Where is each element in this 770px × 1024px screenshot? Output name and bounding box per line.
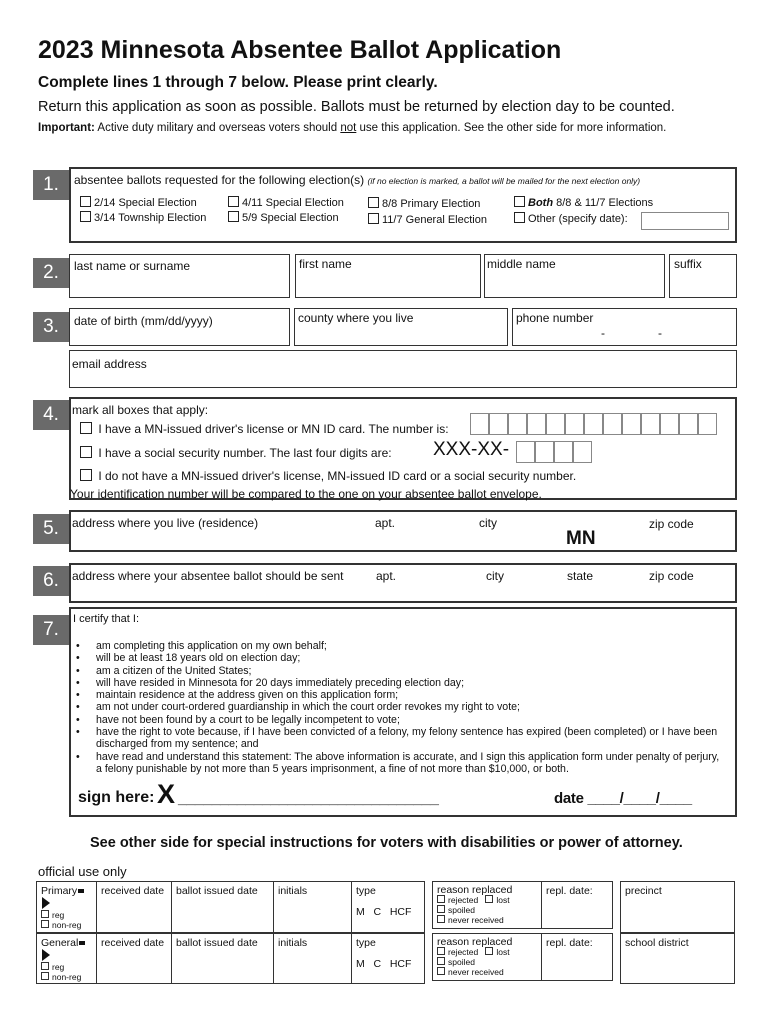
dob-field[interactable] <box>69 308 290 346</box>
important-not: not <box>340 122 357 134</box>
section-1-label <box>74 173 640 187</box>
residence-state-value: MN <box>566 528 596 549</box>
checkbox[interactable] <box>514 212 525 223</box>
digit-box[interactable] <box>573 441 592 463</box>
checkbox[interactable] <box>437 957 445 965</box>
option-label: 8/8 Primary Election <box>382 198 481 210</box>
cert-item: • am not under court-ordered guardianship in which the court order revokes my right to vote; <box>76 701 726 713</box>
lost-label: lost <box>496 947 510 957</box>
school-district-label: school district <box>625 937 689 949</box>
primary-received-cell[interactable] <box>96 881 172 933</box>
type-label: type <box>356 937 376 949</box>
checkbox[interactable] <box>228 196 239 207</box>
cert-item: • have not been found by a court to be legally incompetent to vote; <box>76 714 726 726</box>
precinct-cell[interactable] <box>620 881 735 933</box>
general-repl-date-cell[interactable] <box>541 933 613 981</box>
important-label: Important: <box>38 122 95 134</box>
arrow-right-icon <box>42 897 50 909</box>
last-name-label: last name or surname <box>74 259 191 273</box>
checkbox[interactable] <box>80 211 91 222</box>
checkbox[interactable] <box>437 915 445 923</box>
mailing-address-label: address where your absentee ballot should be sent <box>72 569 344 583</box>
suffix-field[interactable] <box>669 254 737 298</box>
certify-intro: I certify that I: <box>73 613 140 625</box>
option-label: 2/14 Special Election <box>94 197 197 209</box>
option-8-8-primary[interactable] <box>368 197 480 210</box>
cert-item: • am a citizen of the United States; <box>76 665 726 677</box>
residence-address-label: address where you live (residence) <box>72 516 259 530</box>
primary-repl-date-cell[interactable] <box>541 881 613 929</box>
digit-box[interactable] <box>565 413 584 435</box>
checkbox[interactable] <box>80 469 92 481</box>
both-label: Both <box>528 197 554 209</box>
digit-box[interactable] <box>527 413 546 435</box>
county-label: county where you live <box>298 311 414 325</box>
checkbox[interactable] <box>485 895 493 903</box>
reg-label: reg <box>52 910 65 920</box>
digit-box[interactable] <box>508 413 527 435</box>
primary-issued-cell[interactable] <box>171 881 274 933</box>
option-mn-license[interactable] <box>80 422 449 436</box>
section-4-number: 4. <box>33 400 69 430</box>
id-comparison-note: Your identification number will be compared to the one on your absentee ballot envelope. <box>70 487 542 501</box>
cert-item: • have read and understand this statement: The above information is accurate, and I sign this application form under penalty of perjury, a felony punishable by not more than 5 years imprisonment, a fine of not more than $10,000, or both. <box>76 751 726 776</box>
county-field[interactable] <box>294 308 508 346</box>
page-title: 2023 Minnesota Absentee Ballot Application <box>38 36 562 64</box>
option-label: 4/11 Special Election <box>242 197 344 209</box>
reason-label: reason replaced <box>437 936 513 948</box>
checkbox[interactable] <box>437 905 445 913</box>
repl-date-label: repl. date: <box>546 937 593 949</box>
digit-box[interactable] <box>554 441 573 463</box>
signature-line[interactable]: _______________________________ <box>178 790 439 807</box>
page-subtitle: Complete lines 1 through 7 below. Please print clearly. <box>38 74 438 91</box>
option-label: 11/7 General Election <box>382 214 487 226</box>
important-post: use this application. See the other side for more information. <box>359 122 667 134</box>
digit-box[interactable] <box>679 413 698 435</box>
residence-apt-label: apt. <box>375 516 396 530</box>
mailing-apt-label: apt. <box>376 569 397 583</box>
digit-box[interactable] <box>546 413 565 435</box>
primary-kind-cell <box>36 881 97 933</box>
option-11-7-general[interactable] <box>368 213 487 226</box>
option-label: 5/9 Special Election <box>242 212 339 224</box>
id-label: mark all boxes that apply: <box>72 403 209 417</box>
digit-box[interactable] <box>470 413 489 435</box>
cert-item: • have the right to vote because, if I have been convicted of a felony, my felony sentence has expired (been completed) or I have been discharged from my sentence; and <box>76 726 726 751</box>
checkbox[interactable] <box>80 422 92 434</box>
precinct-label: precinct <box>625 885 662 897</box>
checkbox[interactable] <box>437 967 445 975</box>
initials-label: initials <box>278 885 308 897</box>
checkbox[interactable] <box>485 947 493 955</box>
general-kind-cell <box>36 933 97 984</box>
cert-item: • maintain residence at the address given on this application form; <box>76 689 726 701</box>
mailing-zip-label: zip code <box>649 569 694 583</box>
option-no-id[interactable] <box>80 469 576 483</box>
nonreg-label: non-reg <box>52 920 82 930</box>
general-label: General <box>41 937 79 949</box>
section-7-number: 7. <box>33 615 69 645</box>
section-1-number: 1. <box>33 170 69 200</box>
election-note: (if no election is marked, a ballot will be mailed for the next election only) <box>367 176 641 186</box>
checkbox[interactable] <box>437 895 445 903</box>
received-label: received date <box>101 937 165 949</box>
option-label: Other (specify date): <box>528 213 628 225</box>
sign-label: sign here: <box>78 789 155 806</box>
phone-field[interactable] <box>512 308 737 346</box>
nonreg-label: non-reg <box>52 972 82 982</box>
checkbox[interactable] <box>80 196 91 207</box>
digit-box[interactable] <box>660 413 679 435</box>
arrow-right-icon <box>42 949 50 961</box>
certification-list <box>76 640 726 775</box>
middle-name-field[interactable] <box>484 254 665 298</box>
special-instructions-note: See other side for special instructions for voters with disabilities or power of attorney. <box>90 835 683 851</box>
option-3-14-township[interactable] <box>80 211 206 224</box>
election-label: absentee ballots requested for the following election(s) <box>74 173 365 187</box>
digit-box[interactable] <box>516 441 535 463</box>
primary-initials-cell[interactable] <box>273 881 352 933</box>
phone-label: phone number <box>516 311 594 325</box>
checkbox[interactable] <box>437 947 445 955</box>
license-number-boxes[interactable] <box>470 413 717 435</box>
general-reason-cell[interactable] <box>432 933 542 981</box>
section-5-number: 5. <box>33 514 69 544</box>
general-issued-cell[interactable] <box>171 933 274 984</box>
other-date-input[interactable] <box>641 212 729 230</box>
checkbox[interactable] <box>228 211 239 222</box>
spoiled-label: spoiled <box>448 957 475 967</box>
issued-label: ballot issued date <box>176 937 258 949</box>
digit-box[interactable] <box>489 413 508 435</box>
checkbox[interactable] <box>368 213 379 224</box>
residence-city-label: city <box>479 516 497 530</box>
mailing-state-label: state <box>567 569 594 583</box>
checkbox[interactable] <box>80 446 92 458</box>
primary-reason-cell[interactable] <box>432 881 542 929</box>
last-name-field[interactable] <box>69 254 290 298</box>
arrow-right-icon <box>79 941 85 945</box>
section-3-number: 3. <box>33 312 69 342</box>
option-other[interactable] <box>514 212 628 225</box>
suffix-label: suffix <box>674 257 702 271</box>
digit-box[interactable] <box>584 413 603 435</box>
dob-label: date of birth (mm/dd/yyyy) <box>74 314 213 328</box>
checkbox[interactable] <box>41 910 49 918</box>
spoiled-label: spoiled <box>448 905 475 915</box>
checkbox[interactable] <box>41 920 49 928</box>
ssn-prefix: XXX-XX- <box>433 439 510 460</box>
digit-box[interactable] <box>603 413 622 435</box>
signature-date[interactable]: date ____/____/____ <box>554 790 692 807</box>
checkbox[interactable] <box>41 962 49 970</box>
option-2-14-special[interactable] <box>80 196 197 209</box>
issued-label: ballot issued date <box>176 885 258 897</box>
official-use-title: official use only <box>38 864 127 879</box>
option-label: 3/14 Township Election <box>94 212 207 224</box>
residence-zip-label: zip code <box>649 517 694 531</box>
option-label: 8/8 & 11/7 Elections <box>556 197 654 209</box>
phone-dash-1: - <box>601 326 605 340</box>
checkbox[interactable] <box>368 197 379 208</box>
lost-label: lost <box>496 895 510 905</box>
never-received-label: never received <box>448 967 504 977</box>
section-6-number: 6. <box>33 566 69 596</box>
option-label: I have a MN-issued driver's license or MN ID card. The number is: <box>98 422 449 436</box>
general-received-cell[interactable] <box>96 933 172 984</box>
mailing-city-label: city <box>486 569 504 583</box>
first-name-label: first name <box>299 257 352 271</box>
ssn-digit-boxes[interactable] <box>516 441 592 463</box>
important-note <box>38 122 666 134</box>
received-label: received date <box>101 885 165 897</box>
phone-dash-2: - <box>658 326 662 340</box>
arrow-right-icon <box>78 889 84 893</box>
checkbox[interactable] <box>514 196 525 207</box>
type-label: type <box>356 885 376 897</box>
school-district-cell[interactable] <box>620 933 735 984</box>
cert-item: • will be at least 18 years old on election day; <box>76 652 726 664</box>
general-initials-cell[interactable] <box>273 933 352 984</box>
primary-type-cell[interactable] <box>351 881 425 933</box>
never-received-label: never received <box>448 915 504 925</box>
general-type-cell[interactable] <box>351 933 425 984</box>
repl-date-label: repl. date: <box>546 885 593 897</box>
type-options: M C HCF <box>356 906 412 918</box>
email-field[interactable] <box>69 350 737 388</box>
rejected-label: rejected <box>448 947 479 957</box>
email-label: email address <box>72 357 147 371</box>
first-name-field[interactable] <box>295 254 481 298</box>
option-ssn[interactable] <box>80 446 392 460</box>
digit-box[interactable] <box>641 413 660 435</box>
return-instructions: Return this application as soon as possible. Ballots must be returned by election day to be counted. <box>38 99 675 115</box>
option-4-11-special[interactable] <box>228 196 344 209</box>
middle-name-label: middle name <box>487 257 556 271</box>
option-5-9-special[interactable] <box>228 211 339 224</box>
primary-label: Primary <box>41 885 78 897</box>
digit-box[interactable] <box>535 441 554 463</box>
option-label: I have a social security number. The last four digits are: <box>98 446 392 460</box>
type-options: M C HCF <box>356 958 412 970</box>
cert-item: • will have resided in Minnesota for 20 days immediately preceding election day; <box>76 677 726 689</box>
reg-label: reg <box>52 962 65 972</box>
section-2-number: 2. <box>33 258 69 288</box>
sign-x: X <box>157 779 176 809</box>
cert-item: • am completing this application on my own behalf; <box>76 640 726 652</box>
reason-label: reason replaced <box>437 884 513 896</box>
initials-label: initials <box>278 937 308 949</box>
option-both-elections[interactable] <box>514 196 653 209</box>
important-pre: Active duty military and overseas voters should <box>97 122 338 134</box>
digit-box[interactable] <box>622 413 641 435</box>
checkbox[interactable] <box>41 972 49 980</box>
rejected-label: rejected <box>448 895 479 905</box>
option-label: I do not have a MN-issued driver's license, MN-issued ID card or a social security number. <box>98 469 577 483</box>
digit-box[interactable] <box>698 413 717 435</box>
